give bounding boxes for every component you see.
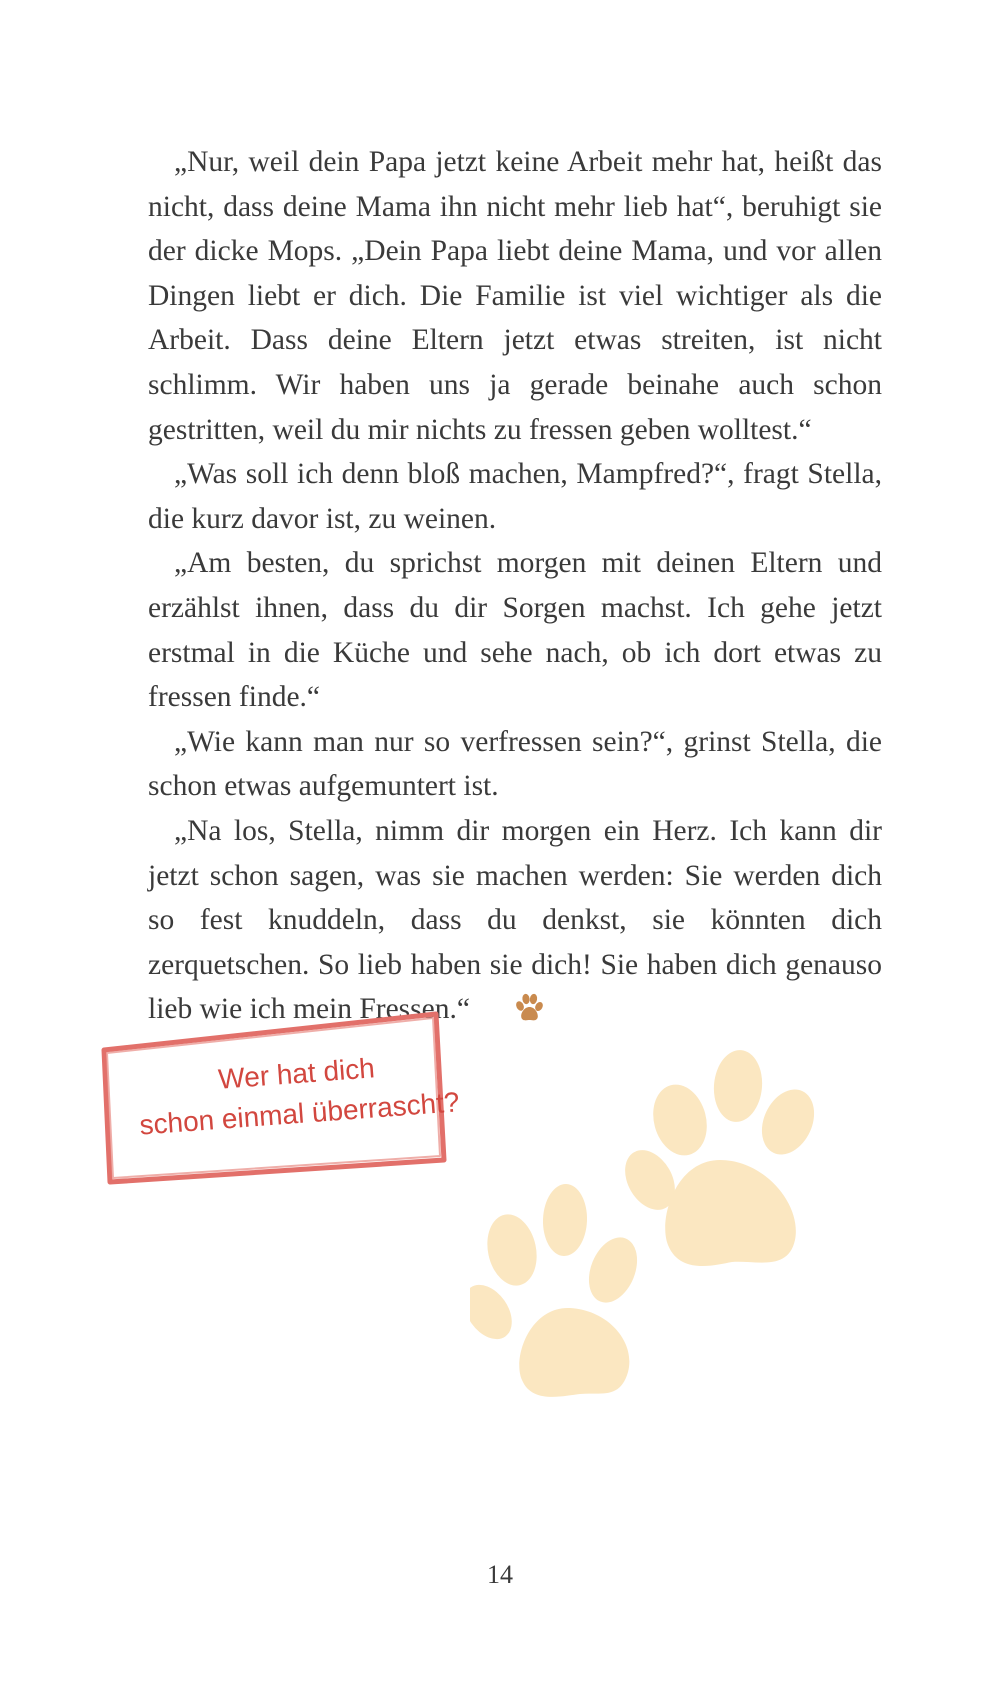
paragraph-5-wrap <box>148 809 882 1038</box>
question-line-2: schon einmal überrascht? <box>138 1086 461 1141</box>
paragraph-3: „Am besten, du sprichst morgen mit deinen Eltern und erzählst ihnen, dass du dir Sorgen machst. Ich gehe jetzt erstmal in die Küche und sehe nach, ob ich dort etwas zu fressen finde.“ <box>148 547 882 714</box>
paw-print-upper-icon <box>615 1050 824 1266</box>
question-box <box>100 1010 480 1210</box>
paw-print-icon <box>488 992 544 1038</box>
story-text <box>148 140 882 1038</box>
paw-print-lower-icon <box>470 1183 646 1397</box>
paw-prints-decoration <box>470 1050 890 1430</box>
paragraph-2: „Was soll ich denn bloß machen, Mampfred?“, fragt Stella, die kurz davor ist, zu weinen. <box>148 458 882 535</box>
paragraph-4: „Wie kann man nur so verfressen sein?“, grinst Stella, die schon etwas aufgemuntert ist. <box>148 725 882 803</box>
paragraph-1: „Nur, weil dein Papa jetzt keine Arbeit mehr hat, heißt das nicht, dass deine Mama ihn nicht mehr lieb hat“, beruhigt sie der dicke Mops. „Dein Papa liebt deine Mama, und vor allen Dingen liebt er dich. Die Familie ist viel wichtiger als die Arbeit. Dass deine Eltern jetzt etwas streiten, ist nicht schlimm. Wir haben uns ja gerade beinahe auch schon gestritten, weil du mir nichts zu fressen geben wolltest.“ <box>148 146 882 446</box>
paragraph-5: „Na los, Stella, nimm dir morgen ein Herz. Ich kann dir jetzt schon sagen, was sie machen werden: Sie werden dich so fest knuddeln, dass du denkst, sie könnten dich zerquetschen. So lieb haben sie dich! Sie haben dich genauso lieb wie ich mein Fressen.“ <box>148 814 882 1026</box>
page-number: 14 <box>487 1560 513 1589</box>
question-line-1: Wer hat dich <box>217 1052 376 1095</box>
